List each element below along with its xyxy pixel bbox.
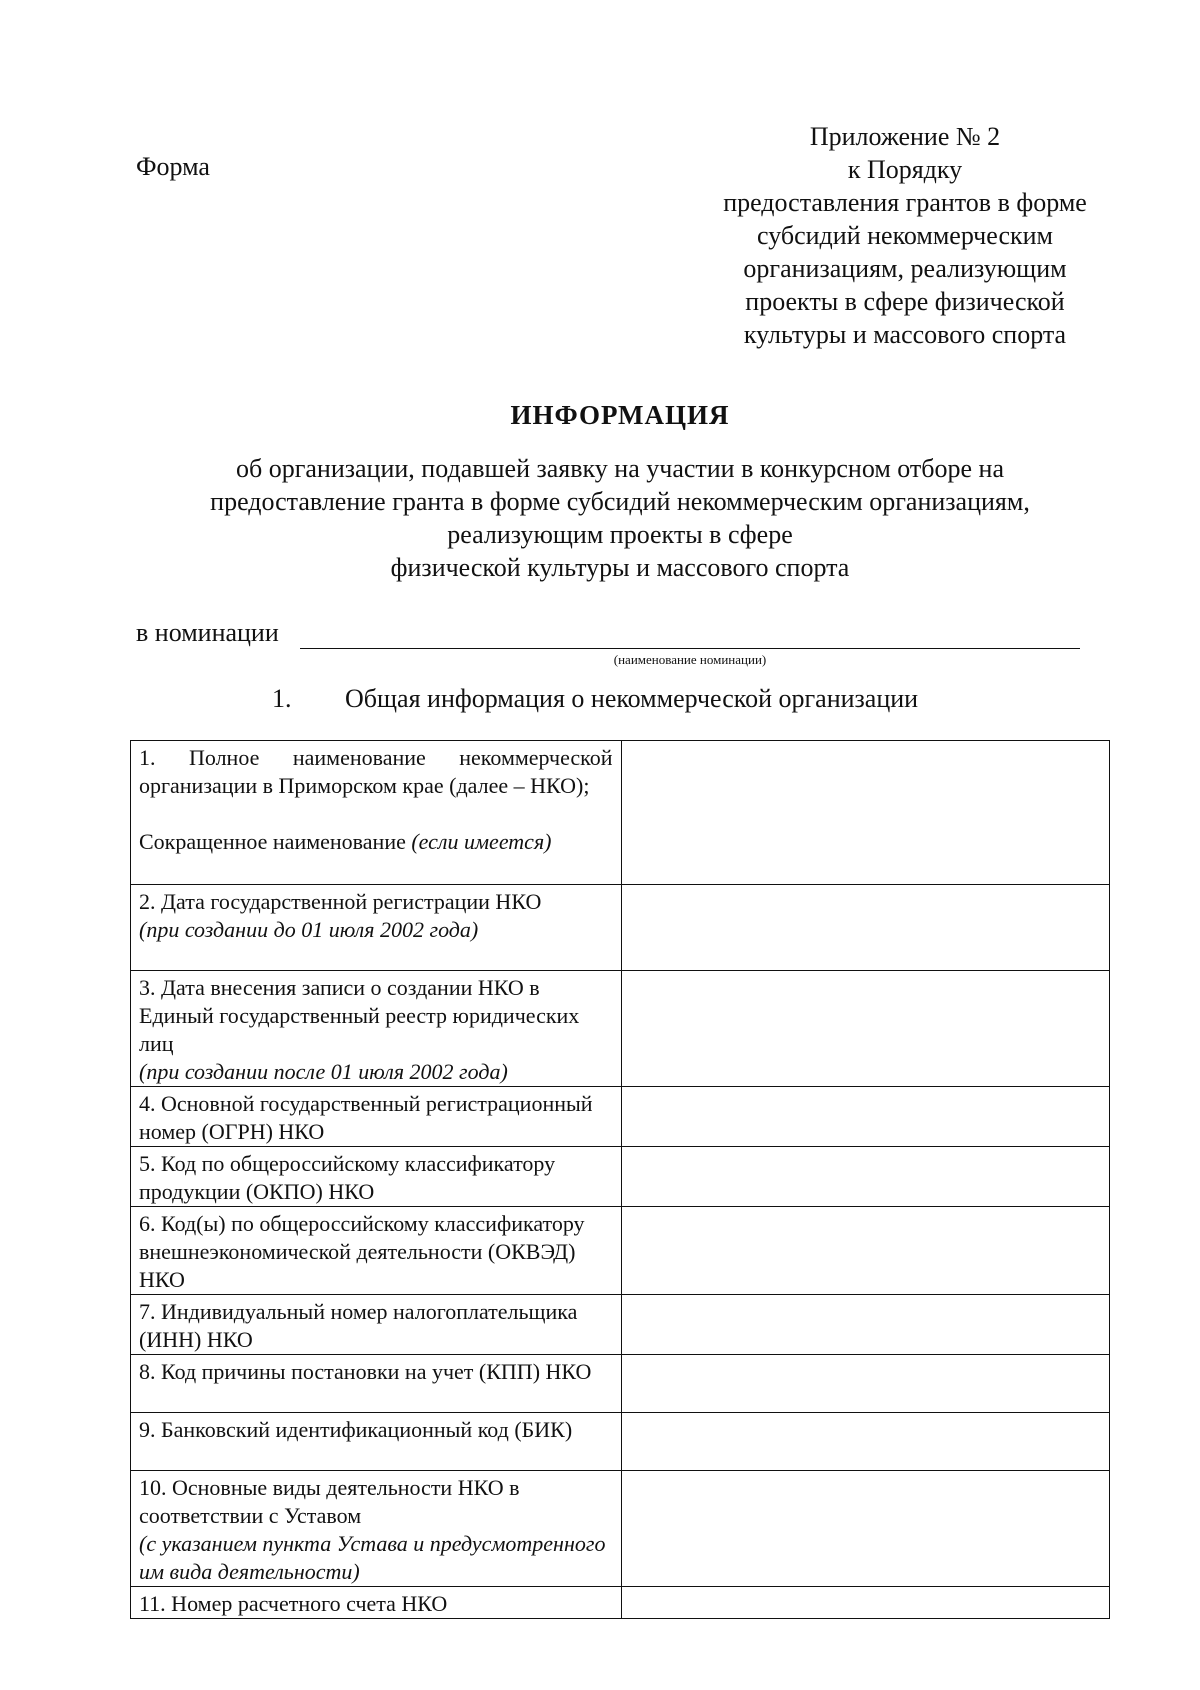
nomination-label: в номинации [136,618,279,647]
row-value-cell[interactable] [621,741,1110,885]
short-name-label: Сокращенное наименование [139,829,412,854]
appendix-line: Приложение № 2 [809,122,1001,151]
row-value-cell[interactable] [621,885,1110,971]
table-row [131,1207,1110,1295]
row-label-text: 11. Номер расчетного счета НКО [139,1591,448,1616]
row-label-cell [131,971,622,1087]
section-title: Общая информация о некоммерческой организации [345,684,919,713]
section-number: 1. [272,684,292,713]
row-value-cell[interactable] [621,1147,1110,1207]
organization-info-table [130,740,1110,1619]
row-label-text: 8. Код причины постановки на учет (КПП) НКО [139,1359,592,1384]
row-label-note: (при создании после 01 июля 2002 года) [139,1059,508,1084]
table-row [131,1355,1110,1413]
row-label-text: 5. Код по общероссийскому классификатору продукции (ОКПО) НКО [139,1151,556,1204]
table-row [131,1587,1110,1619]
row-label-note: (при создании до 01 июля 2002 года) [139,917,479,942]
row-label-cell [131,885,622,971]
appendix-line: организациям, реализующим [743,254,1067,283]
row-value-cell[interactable] [621,1207,1110,1295]
row-label-note: (если имеется) [411,829,552,854]
appendix-line: субсидий некоммерческим [757,221,1053,250]
appendix-line: к Порядку [847,155,963,184]
subtitle-line: реализующим проекты в сфере [447,520,793,549]
appendix-block [690,120,1120,351]
nomination-hint: (наименование номинации) [613,652,767,667]
subtitle-line: предоставление гранта в форме субсидий некоммерческим организациям, [210,487,1030,516]
row-label-cell [131,1413,622,1471]
table-row [131,1295,1110,1355]
row-label-text: 2. Дата государственной регистрации НКО [139,889,542,914]
row-value-cell[interactable] [621,1587,1110,1619]
appendix-line: культуры и массового спорта [743,320,1067,349]
nomination-input-line[interactable] [300,648,1080,649]
row-value-cell[interactable] [621,1355,1110,1413]
row-label-text: 10. Основные виды деятельности НКО в соответствии с Уставом [139,1475,520,1528]
subtitle-line: физической культуры и массового спорта [390,553,850,582]
table-row [131,1413,1110,1471]
appendix-line: предоставления грантов в форме [723,188,1087,217]
table-row [131,741,1110,885]
row-label-cell [131,1147,622,1207]
row-label-cell [131,1355,622,1413]
row-label-cell [131,1587,622,1619]
row-label-text: 6. Код(ы) по общероссийскому классификатору внешнеэкономической деятельности (ОКВЭД) НКО [139,1211,585,1292]
appendix-line: проекты в сфере физической [745,287,1065,316]
row-label-cell [131,1295,622,1355]
table-row [131,1471,1110,1587]
row-label-cell [131,741,622,885]
row-label-text: 1. Полное наименование некоммерческой организации в Приморском крае (далее – НКО); [139,745,613,798]
table-row [131,885,1110,971]
row-label-note: (с указанием пункта Устава и предусмотренного им вида деятельности) [139,1531,606,1584]
row-value-cell[interactable] [621,1087,1110,1147]
document-title: ИНФОРМАЦИЯ [510,400,730,430]
table-row [131,1087,1110,1147]
subtitle-line: об организации, подавшей заявку на участии в конкурсном отборе на [235,454,1005,483]
row-label-text: 7. Индивидуальный номер налогоплательщика (ИНН) НКО [139,1299,578,1352]
table-row [131,971,1110,1087]
row-value-cell[interactable] [621,1471,1110,1587]
row-label-text: 3. Дата внесения записи о создании НКО в Единый государственный реестр юридических лиц [139,975,580,1056]
row-label-cell [131,1207,622,1295]
row-label-cell [131,1471,622,1587]
row-value-cell[interactable] [621,971,1110,1087]
form-label: Форма [136,152,210,181]
table-row [131,1147,1110,1207]
document-subtitle [160,452,1080,584]
row-label-text: 4. Основной государственный регистрационный номер (ОГРН) НКО [139,1091,593,1144]
row-value-cell[interactable] [621,1295,1110,1355]
row-label-text: 9. Банковский идентификационный код (БИК) [139,1417,573,1442]
row-label-cell [131,1087,622,1147]
row-label-extra [139,828,613,856]
row-value-cell[interactable] [621,1413,1110,1471]
